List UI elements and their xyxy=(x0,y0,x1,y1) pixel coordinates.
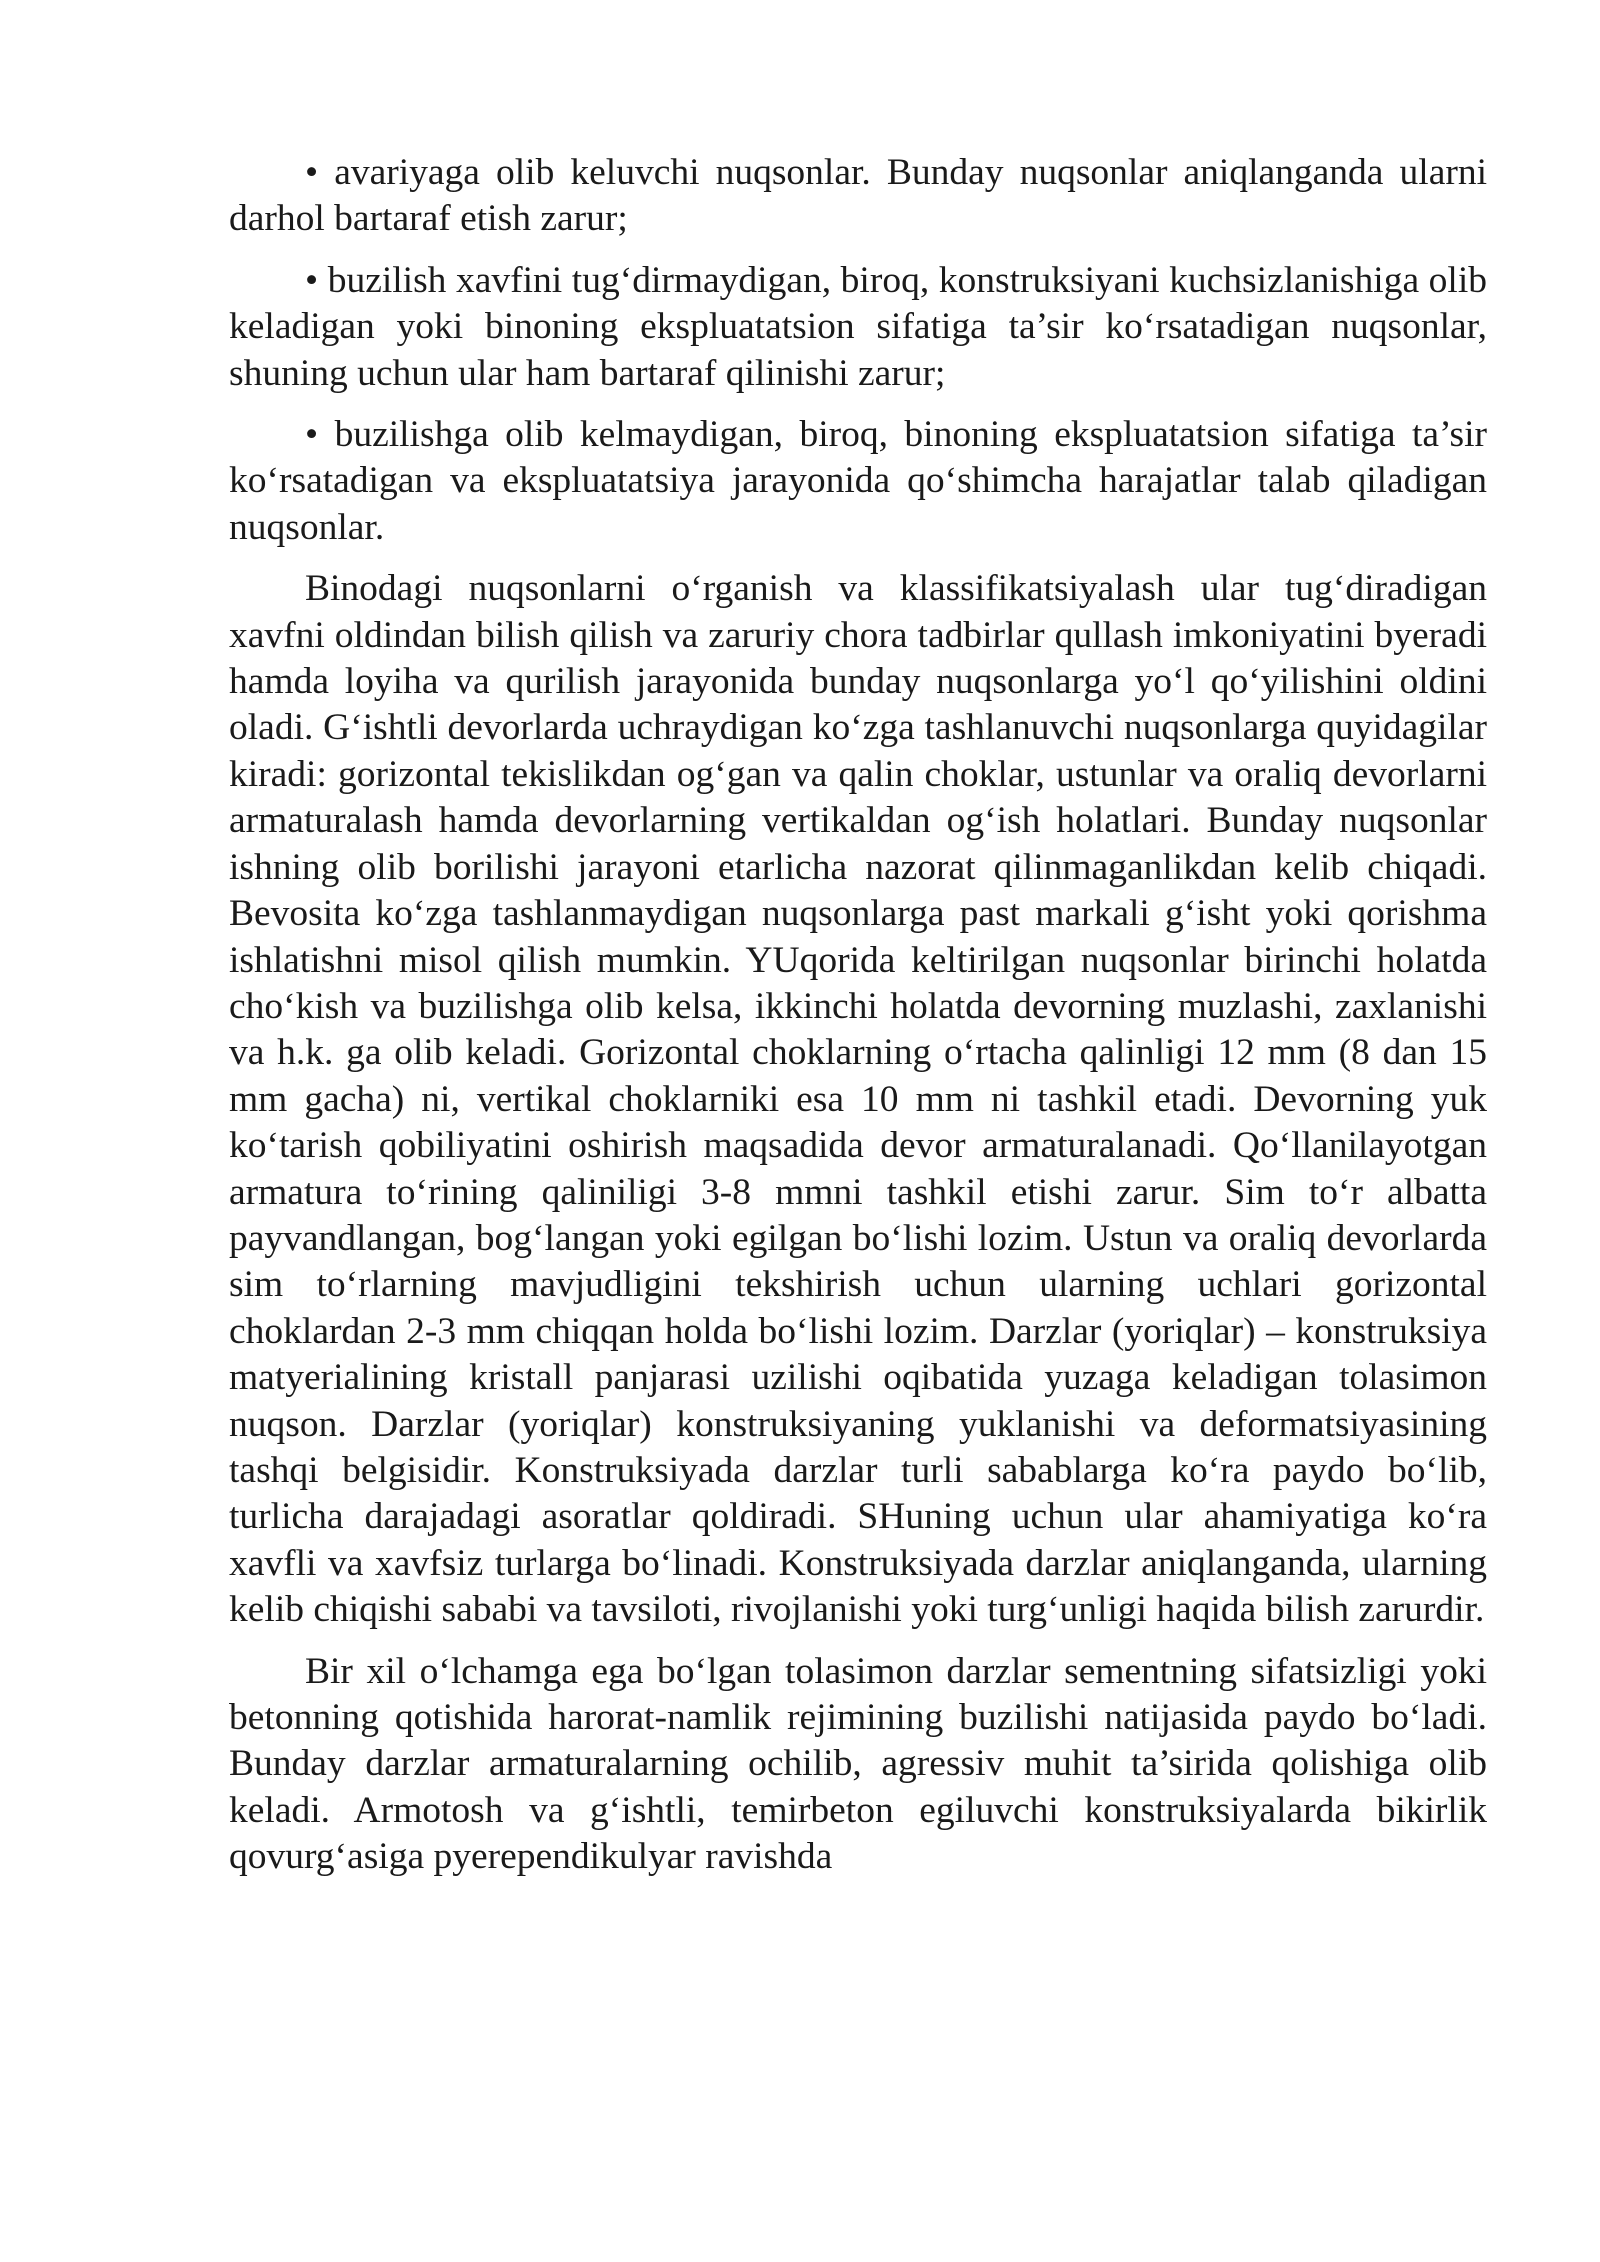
body-paragraph-defect-classification: Binodagi nuqsonlarni o‘rganish va klassifikatsiyalash ular tug‘diradigan xavfni oldindan bilish qilish va zaruriy chora tadbirlar qullash imkoniyatini byeradi hamda loyiha va qurilish jarayonida bunday nuqsonlarga yo‘l qo‘yilishini oldini oladi. G‘ishtli devorlarda uchraydigan ko‘zga tashlanuvchi nuqsonlarga quyidagilar kiradi: gorizontal tekislikdan og‘gan va qalin choklar, ustunlar va oraliq devorlarni armaturalash hamda devorlarning vertikaldan og‘ish holatlari. Bunday nuqsonlar ishning olib borilishi jarayoni etarlicha nazorat qilinmaganlikdan kelib chiqadi. Bevosita ko‘zga tashlanmaydigan nuqsonlarga past markali g‘isht yoki qorishma ishlatishni misol qilish mumkin. YUqorida keltirilgan nuqsonlar birinchi holatda cho‘kish va buzilishga olib kelsa, ikkinchi holatda devorning muzlashi, zaxlanishi va h.k. ga olib keladi. Gorizontal choklarning o‘rtacha qalinligi 12 mm (8 dan 15 mm gacha) ni, vertikal choklarniki esa 10 mm ni tashkil etadi. Devorning yuk ko‘tarish qobiliyatini oshirish maqsadida devor armaturalanadi. Qo‘llanilayotgan armatura to‘rining qaliniligi 3-8 mmni tashkil etishi zarur. Sim to‘r albatta payvandlangan, bog‘langan yoki egilgan bo‘lishi lozim. Ustun va oraliq devorlarda sim to‘rlarning mavjudligini tekshirish uchun ularning uchlari gorizontal choklardan 2-3 mm chiqqan holda bo‘lishi lozim. Darzlar (yoriqlar) – konstruksiya matyerialining kristall panjarasi uzilishi oqibatida yuzaga keladigan tolasimon nuqson. Darzlar (yoriqlar) konstruksiyaning yuklanishi va deformatsiyasining tashqi belgisidir. Konstruksiyada darzlar turli sabablarga ko‘ra paydo bo‘lib, turlicha darajadagi asoratlar qoldiradi. SHuning uchun ular ahamiyatiga ko‘ra xavfli va xavfsiz turlarga bo‘linadi. Konstruksiyada darzlar aniqlanganda, ularning kelib chiqishi sababi va tavsiloti, rivojlanishi yoki turg‘unligi haqida bilish zarurdir. xyxy=(229,568,1487,1631)
bullet-paragraph-weakening-defects: • buzilish xavfini tug‘dirmaydigan, biroq, konstruksiyani kuchsizlanishiga olib keladigan yoki binoning ekspluatatsion sifatiga ta’sir ko‘rsatadigan nuqsonlar, shuning uchun ular ham bartaraf qilinishi zarur; xyxy=(229,259,1487,394)
document-page xyxy=(229,150,1487,1881)
body-paragraph-fibrous-cracks: Bir xil o‘lchamga ega bo‘lgan tolasimon darzlar sementning sifatsizligi yoki betonning qotishida harorat-namlik rejimining buzilishi natijasida paydo bo‘ladi. Bunday darzlar armaturalarning ochilib, agressiv muhit ta’sirida qolishiga olib keladi. Armotosh va g‘ishtli, temirbeton egiluvchi konstruksiyalarda bikirlik qovurg‘asiga pyerependikulyar ravishda xyxy=(229,1650,1487,1878)
bullet-paragraph-emergency-defects: • avariyaga olib keluvchi nuqsonlar. Bunday nuqsonlar aniqlanganda ularni darhol bartaraf etish zarur; xyxy=(229,152,1487,240)
bullet-paragraph-operational-defects: • buzilishga olib kelmaydigan, biroq, binoning ekspluatatsion sifatiga ta’sir ko‘rsatadigan va ekspluatatsiya jarayonida qo‘shimcha harajatlar talab qiladigan nuqsonlar. xyxy=(229,414,1487,548)
